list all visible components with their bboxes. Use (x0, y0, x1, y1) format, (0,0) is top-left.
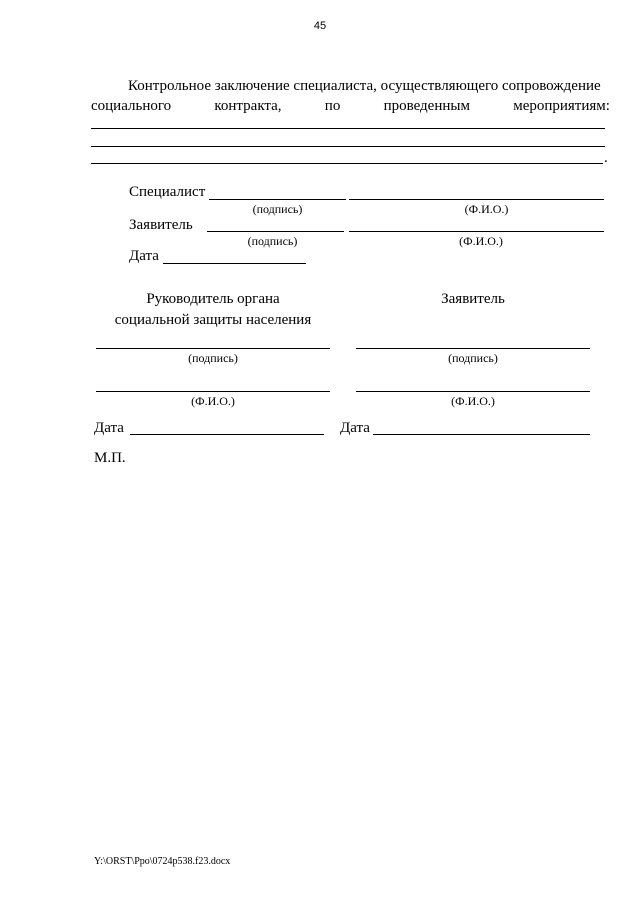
head-date-label: Дата (94, 420, 124, 436)
head-signature-line (96, 348, 330, 349)
applicant-block-date-line (373, 434, 590, 435)
head-name-caption: (Ф.И.О.) (191, 394, 235, 408)
specialist-signature-line (209, 199, 346, 200)
applicant-block-title: Заявитель (441, 291, 505, 307)
head-of-agency-title-line-1: Руководитель органа (146, 291, 280, 307)
conclusion-word: мероприятиям: (513, 98, 610, 114)
applicant-block-name-caption: (Ф.И.О.) (451, 394, 495, 408)
applicant-block-date-label: Дата (340, 420, 370, 436)
conclusion-word: контракта, (214, 98, 282, 114)
specialist-name-line (349, 199, 604, 200)
conclusion-word: социального (91, 98, 172, 114)
conclusion-line-1: Контрольное заключение специалиста, осуществляющего сопровождение (128, 78, 601, 94)
conclusion-blank-line-3 (91, 163, 603, 164)
applicant-name-line (349, 231, 604, 232)
head-date-line (130, 434, 324, 435)
head-name-line (96, 391, 330, 392)
specialist-signature-caption: (подпись) (252, 202, 303, 216)
applicant-signature-line (207, 231, 344, 232)
head-of-agency-title (96, 289, 330, 331)
applicant-name-caption: (Ф.И.О.) (459, 234, 503, 248)
specialist-label: Специалист (129, 184, 206, 200)
applicant-block-name-line (356, 391, 590, 392)
conclusion-line-2 (91, 96, 610, 116)
head-of-agency-title-line-2: социальной защиты населения (114, 312, 312, 328)
conclusion-word: по (324, 98, 341, 114)
conclusion-blank-line-2 (91, 146, 605, 147)
date-line (163, 263, 306, 264)
stamp-place-label: М.П. (94, 450, 126, 466)
date-label: Дата (129, 248, 159, 264)
page-number: 45 (313, 20, 327, 32)
applicant-signature-caption: (подпись) (247, 234, 298, 248)
applicant-block-signature-line (356, 348, 590, 349)
conclusion-blank-line-1 (91, 128, 605, 129)
applicant-label: Заявитель (129, 217, 193, 233)
specialist-name-caption: (Ф.И.О.) (464, 202, 509, 216)
conclusion-end-mark: . (604, 150, 608, 166)
applicant-block-signature-caption: (подпись) (448, 351, 498, 365)
footer-file-path: Y:\ORST\Ppo\0724p538.f23.docx (94, 856, 231, 867)
head-signature-caption: (подпись) (188, 351, 238, 365)
conclusion-word: проведенным (383, 98, 470, 114)
